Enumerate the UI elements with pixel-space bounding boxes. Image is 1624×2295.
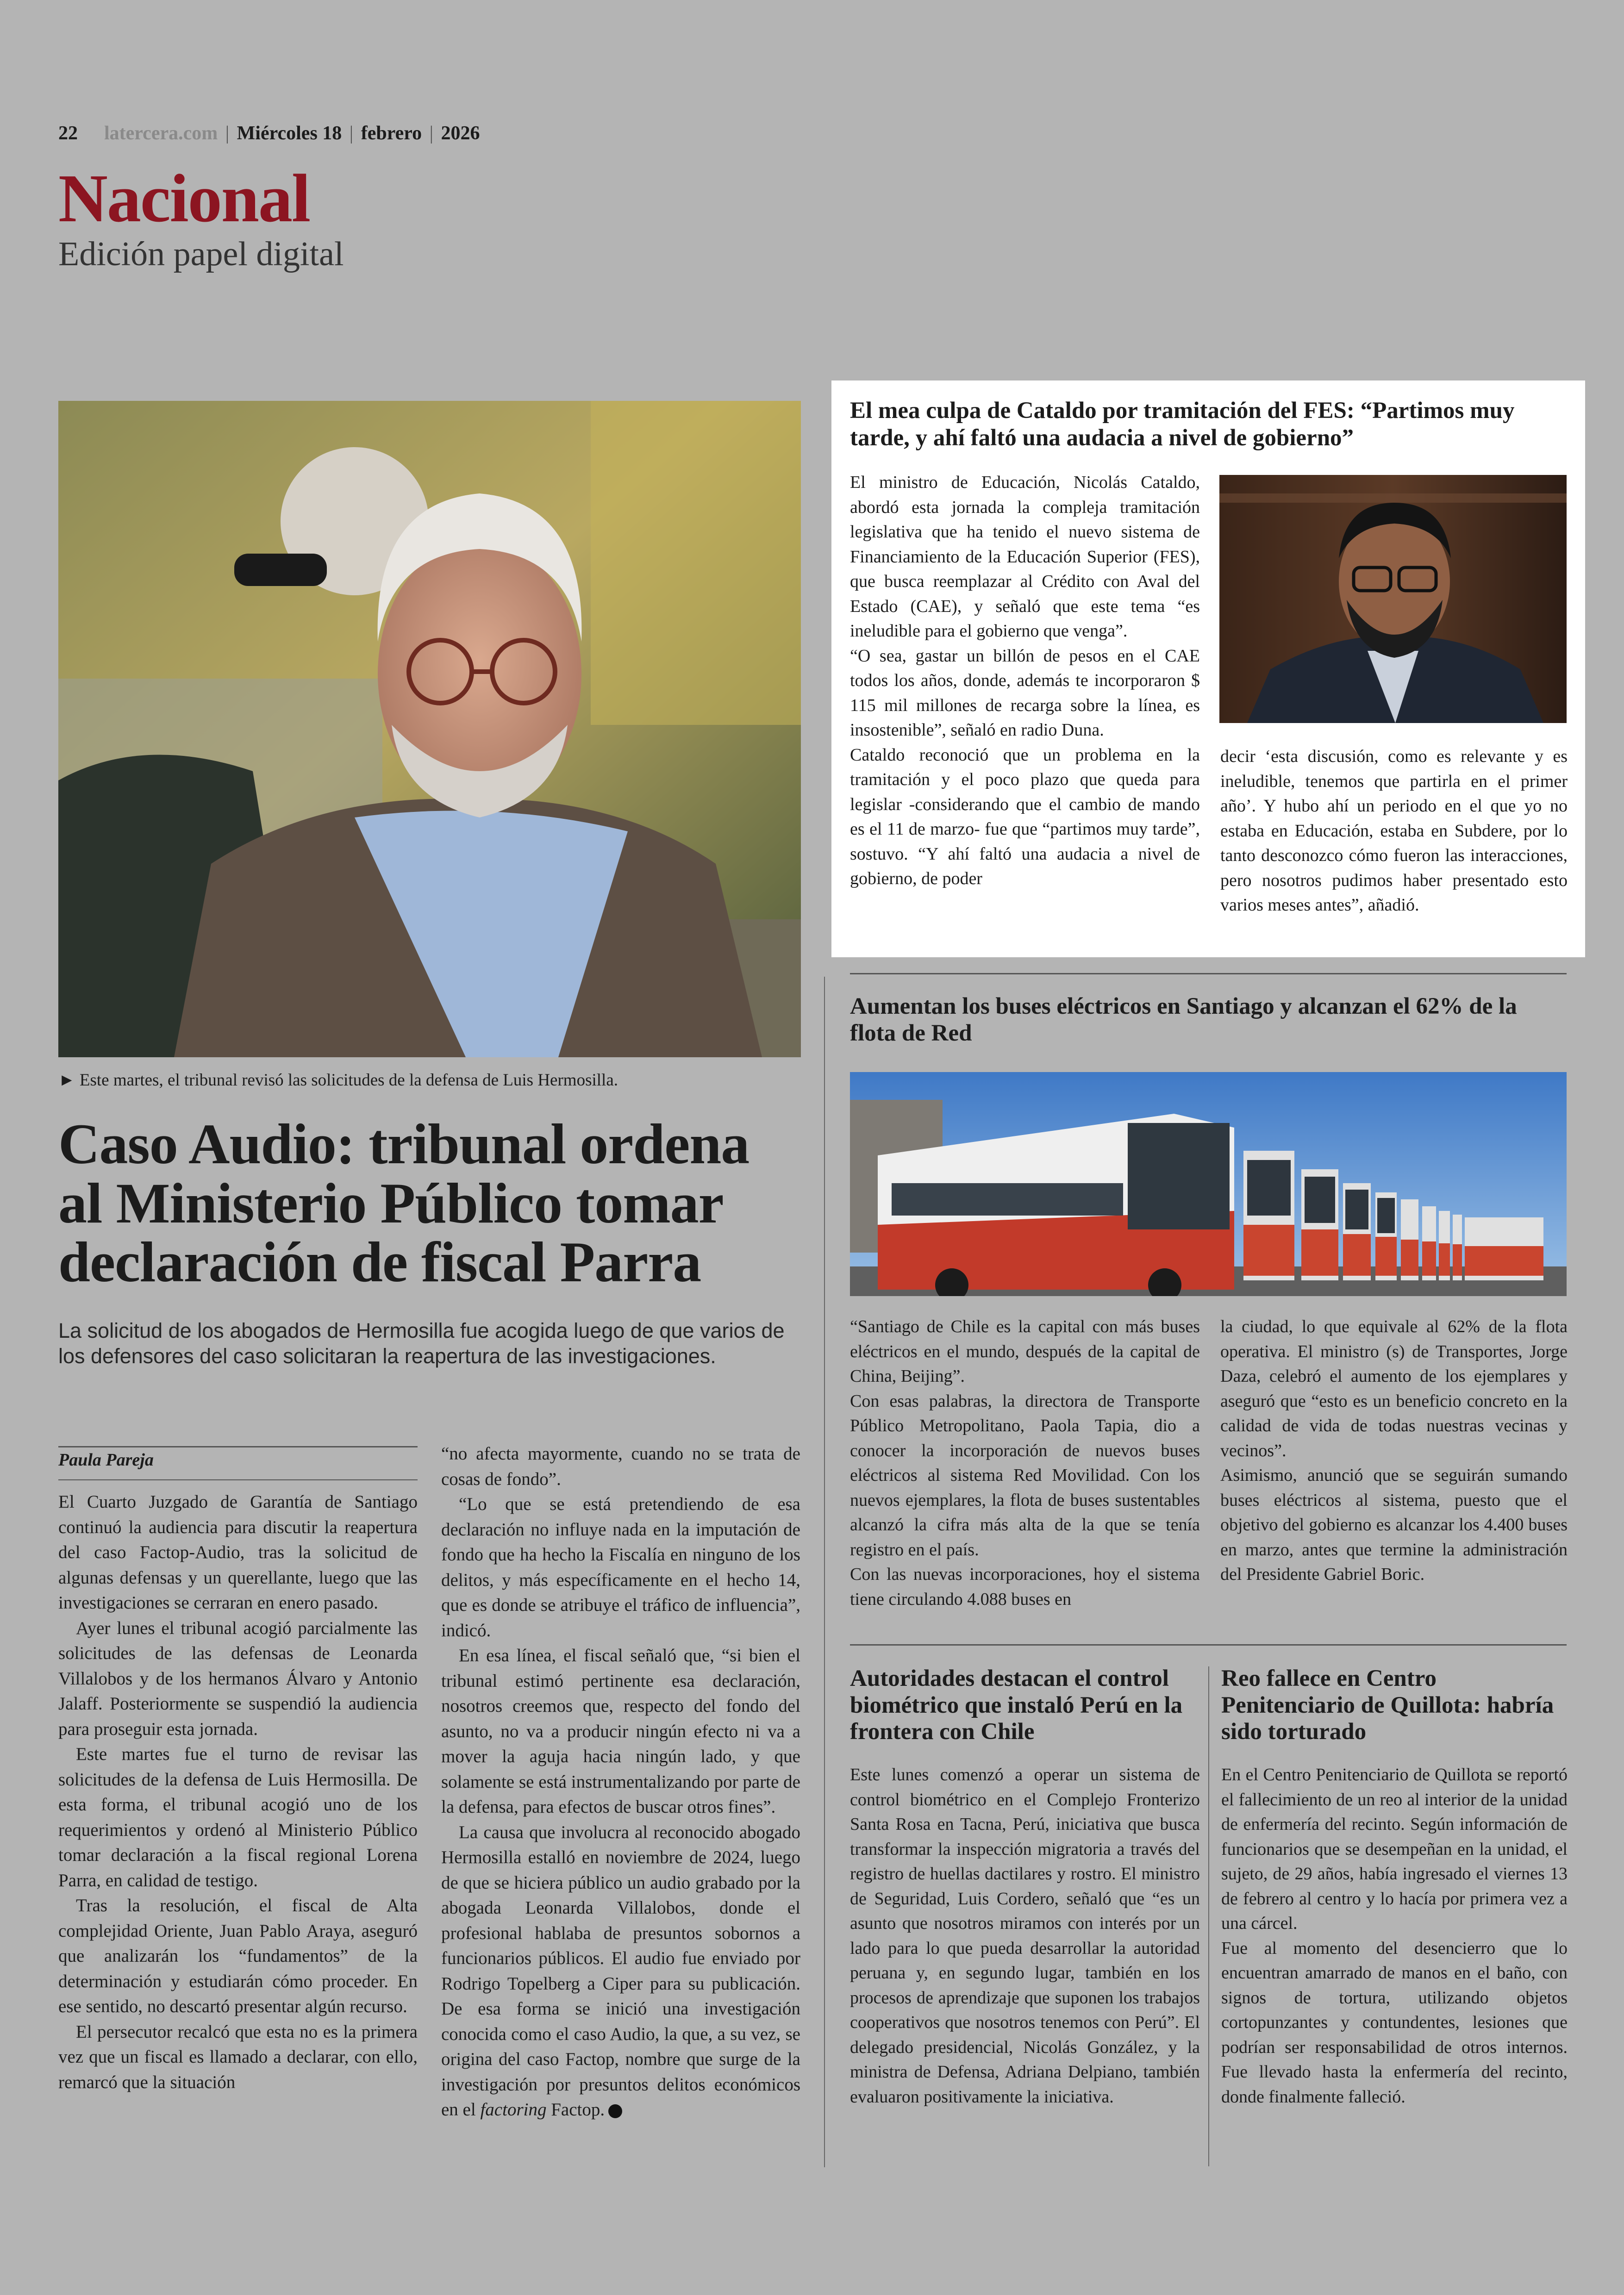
buses-column-1: [850, 1315, 1200, 1612]
paragraph: En esa línea, el fiscal señaló que, “si bien el tribunal estimó pertinente esa declaración, nosotros creemos que, respecto del fondo del asunto, no va a producir ningún efecto ni va a mover la aguja hacia ningún lado, y que solamente se está instrumentalizando por parte de la defensa, para efectos de buscar otros fines”.: [441, 1646, 800, 1817]
main-story-column-1: [58, 1490, 418, 2095]
site-name[interactable]: latercera.com: [104, 123, 218, 144]
column-divider: [824, 977, 825, 2167]
paragraph: Fue al momento del desencierro que lo encuentran amarrado de manos en el baño, con signos de tortura, utilizando objetos cortopunzantes y contundentes, lesiones que podrían ser responsabilidad de otros internos. Fue llevado hasta la enfermería del recinto, donde finalmente falleció.: [1221, 1938, 1568, 2107]
section-subtitle: Edición papel digital: [58, 235, 344, 273]
paragraph: “O sea, gastar un billón de pesos en el CAE todos los años, donde, además te incorporaron $ 115 mil millones de recarga sobre la línea, es insostenible”, señaló en radio Duna.: [850, 646, 1200, 740]
photo-caption: ► Este martes, el tribunal revisó las solicitudes de la defensa de Luis Hermosilla.: [58, 1071, 618, 1090]
page-number: 22: [58, 123, 78, 144]
paragraph: El Cuarto Juzgado de Garantía de Santiago continuó la audiencia para discutir la reapertura del caso Factop-Audio, tras la solicitud de algunas defensas y un querellante, luego que las investigaciones se cerraran en enero pasado.: [58, 1492, 418, 1613]
date-month: febrero: [361, 123, 422, 144]
brief-divider: [1208, 1666, 1209, 2166]
main-headline: Caso Audio: tribunal ordena al Ministerio Público tomar declaración de fiscal Parra: [58, 1112, 750, 1294]
paragraph: Cataldo reconoció que un problema en la tramitación y el poco plazo que queda para legislar -considerando que el cambio de mando es el 11 de marzo- fue que “partimos muy tarde”, sostuvo. “Y ahí faltó una audacia a nivel de gobierno, de poder: [850, 745, 1200, 888]
quillota-title: Reo fallece en Centro Penitenciario de Quillota: habría sido torturado: [1221, 1665, 1554, 1745]
date-day: Miércoles 18: [237, 123, 342, 144]
byline-rule-top: [58, 1446, 418, 1447]
main-story-column-2: [441, 1441, 800, 2123]
end-of-article-icon: [608, 2104, 622, 2118]
buses-column-2: [1220, 1315, 1568, 1587]
paragraph: El persecutor recalcó que esta no es la primera vez que un fiscal es llamado a declarar, con ello, remarcó que la situación: [58, 2021, 418, 2092]
paragraph: “Lo que se está pretendiendo de esa declaración no influye nada en la imputación de fondo que ha hecho la Fiscalía en ninguno de los delitos, y más específicamente en el hecho 14, que es donde se atribuye el tráfico de influencia”, indicó.: [441, 1494, 800, 1640]
sidebar-fes-column-2: [1220, 744, 1568, 918]
byline: Paula Pareja: [58, 1450, 154, 1470]
paragraph: decir ‘esta discusión, como es relevante y es ineludible, tenemos que partirla en el primer año’. Y hubo ahí un periodo en el que yo no estaba en Educación, estaba en Subdere, por lo tanto desconozco cómo fueron las interacciones, pero nosotros pudimos haber presentado esto varios meses antes”, añadió.: [1220, 747, 1568, 915]
paragraph-end: Factop.: [551, 2100, 605, 2120]
paragraph: En el Centro Penitenciario de Quillota se reportó el fallecimiento de un reo al interior de la unidad de enfermería del recinto. Según información de funcionarios que se desempeñan en la unidad, el sujeto, de 29 años, había ingresado el viernes 13 de febrero al centro y lo hacía por primera vez a una cárcel.: [1221, 1765, 1568, 1933]
section-rule: [850, 973, 1567, 974]
paragraph: El ministro de Educación, Nicolás Cataldo, abordó esta jornada la compleja tramitación legislativa que ha tenido el nuevo sistema de Financiamiento de la Educación Superior (FES), que busca reemplazar al Crédito con Aval del Estado (CAE), y señaló que este tema “es ineludible para el gobierno que venga”.: [850, 473, 1200, 641]
main-deck: La solicitud de los abogados de Hermosilla fue acogida luego de que varios de los defensores del caso solicitaran la reapertura de las investigaciones.: [58, 1319, 785, 1368]
date-year: 2026: [441, 123, 480, 144]
italic-term: factoring: [480, 2100, 547, 2120]
masthead: 22 latercera.com | Miércoles 18 | febrero | 2026: [58, 123, 480, 144]
paragraph-text: La causa que involucra al reconocido abogado Hermosilla estalló en noviembre de 2024, luego de que se hiciera público un audio grabado por la abogada Leonarda Villalobos, donde el profesional hablaba de presuntos sobornos a funcionarios públicos. El audio fue enviado por Rodrigo Topelberg a Ciper para su publicación. De esa forma se inició una investigación conocida como el caso Audio, la que, a su vez, se origina del caso Factop, nombre que surge de la investigación por presuntos delitos económicos en el: [441, 1822, 800, 2120]
paragraph: Con las nuevas incorporaciones, hoy el sistema tiene circulando 4.088 buses en: [850, 1565, 1200, 1609]
paragraph: “Santiago de Chile es la capital con más buses eléctricos en el mundo, después de la capital de China, Beijing”.: [850, 1317, 1200, 1386]
sidebar-fes-column-1: [850, 470, 1200, 892]
paragraph: la ciudad, lo que equivale al 62% de la flota operativa. El ministro (s) de Transportes, Jorge Daza, celebró el aumento de los ejemplares y aseguró que “esto es un beneficio concreto en la calidad de vida de todas nuestras vecinas y vecinos”.: [1220, 1317, 1568, 1460]
paragraph: Con esas palabras, la directora de Transporte Público Metropolitano, Paola Tapia, dio a conocer la incorporación de nuevos buses eléctricos al sistema Red Movilidad. Con los nuevos ejemplares, la flota de buses sustentables alcanzó la cifra más alta de la que se tenía registro en el país.: [850, 1391, 1200, 1559]
paragraph: Este martes fue el turno de revisar las solicitudes de la defensa de Luis Hermosilla. De esta forma, el tribunal acogió uno de los requerimientos y ordenó al Ministerio Público tomar declaración a la fiscal regional Lorena Parra, en calidad de testigo.: [58, 1744, 418, 1890]
byline-rule-bottom: [58, 1479, 418, 1480]
buses-title: Aumentan los buses eléctricos en Santiago y alcanzan el 62% de la flota de Red: [850, 993, 1517, 1046]
paragraph: Tras la resolución, el fiscal de Alta complejidad Oriente, Juan Pablo Araya, aseguró que analizarán los “fundamentos” de la determinación y estudiarán cómo proceder. En ese sentido, no descartó presentar algún recurso.: [58, 1896, 418, 2016]
buses-photo: [850, 1072, 1567, 1296]
peru-body: [850, 1763, 1200, 2109]
paragraph: “no afecta mayormente, cuando no se trata de cosas de fondo”.: [441, 1444, 800, 1489]
paragraph: Ayer lunes el tribunal acogió parcialmente las solicitudes de las defensas de Leonarda Villalobos y de los hermanos Álvaro y Antonio Jalaff. Posteriormente se suspendió la audiencia para proseguir esta jornada.: [58, 1618, 418, 1739]
sidebar-fes-title: El mea culpa de Cataldo por tramitación del FES: “Partimos muy tarde, y ahí faltó una audacia a nivel de gobierno”: [850, 398, 1515, 451]
paragraph: Asimismo, anunció que se seguirán sumando buses eléctricos al sistema, puesto que el objetivo del gobierno es alcanzar los 4.400 buses en marzo, antes que termine la administración del Presidente Gabriel Boric.: [1220, 1466, 1568, 1584]
section-title: Nacional: [58, 161, 310, 237]
peru-title: Autoridades destacan el control biométrico que instaló Perú en la frontera con Chile: [850, 1665, 1183, 1745]
paragraph: [441, 1820, 800, 2123]
paragraph: Este lunes comenzó a operar un sistema de control biométrico en el Complejo Fronterizo Santa Rosa en Tacna, Perú, iniciativa que busca transformar la inspección migratoria a través del registro de huellas dactilares y rostro. El ministro de Seguridad, Luis Cordero, señaló que “es un asunto que nosotros miramos con interés por un lado para lo que pueda desarrollar la autoridad peruana y, en segundo lugar, también en los procesos de aprendizaje que suponen los trabajos cooperativos que nosotros tenemos con Perú”. El delegado presidencial, Nicolás González, y la ministra de Defensa, Adriana Delpiano, también evaluaron positivamente la iniciativa.: [850, 1765, 1200, 2107]
quillota-body: [1221, 1763, 1568, 2109]
cataldo-photo: [1219, 475, 1567, 723]
section-rule: [850, 1644, 1567, 1646]
main-story-photo: [58, 401, 801, 1057]
